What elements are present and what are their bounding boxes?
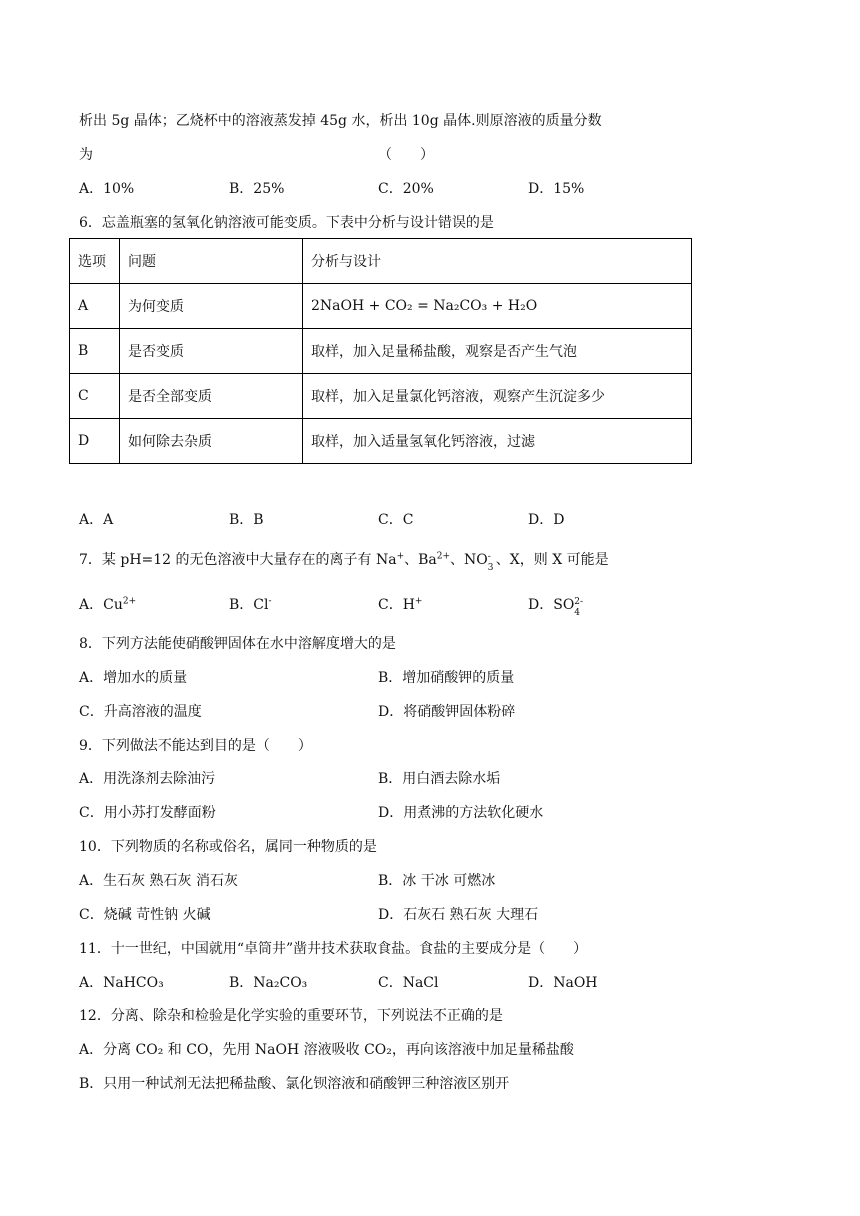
- q7-stem: [79, 551, 609, 573]
- q7-option-a-text: A．Cu: [79, 597, 123, 613]
- q7-option-c[interactable]: [378, 596, 422, 614]
- table-cell-issue: 是否全部变质: [120, 374, 303, 419]
- table-cell-analysis: 取样，加入适量氢氧化钙溶液，过滤: [303, 419, 692, 464]
- q12-stem: 12．分离、除杂和检验是化学实验的重要环节，下列说法不正确的是: [79, 1008, 503, 1024]
- table-header-row: [70, 239, 692, 284]
- table-row: [70, 374, 692, 419]
- q6-stem: 6．忘盖瓶塞的氢氧化钠溶液可能变质。下表中分析与设计错误的是: [79, 215, 494, 231]
- q6-option-b[interactable]: B．B: [229, 512, 264, 528]
- q7-stem-text: 、Ba: [404, 552, 437, 568]
- q6-option-c[interactable]: C．C: [378, 512, 414, 528]
- q7-superscript: 2+: [436, 551, 451, 562]
- q7-option-d[interactable]: [528, 596, 584, 618]
- q10-option-b[interactable]: B．冰 干冰 可燃冰: [378, 873, 496, 889]
- q7-stem-text: 、X，则 X 可能是: [495, 552, 609, 568]
- q7-ion-charge: 2- 4: [574, 597, 584, 618]
- table-cell-option: C: [70, 374, 120, 419]
- q7-option-b-text: B．Cl: [229, 597, 269, 613]
- q7-ion-charge: - 3: [487, 552, 494, 573]
- table-cell-option: D: [70, 419, 120, 464]
- q7-option-d-text: D．SO: [528, 597, 575, 613]
- q5-line2: 为: [79, 147, 93, 163]
- q7-stem-text: 7．某 pH=12 的无色溶液中大量存在的离子有 Na: [79, 552, 397, 568]
- table-header-cell: 选项: [70, 239, 120, 284]
- q11-option-c[interactable]: C．NaCl: [378, 975, 439, 991]
- q10-stem: 10．下列物质的名称或俗名，属同一种物质的是: [79, 839, 377, 855]
- table-cell-issue: 如何除去杂质: [120, 419, 303, 464]
- q8-option-b[interactable]: B．增加硝酸钾的质量: [378, 670, 515, 686]
- q5-line1: 析出 5g 晶体；乙烧杯中的溶液蒸发掉 45g 水，析出 10g 晶体.则原溶液的质量分数: [79, 113, 602, 129]
- q12-option-b[interactable]: B．只用一种试剂无法把稀盐酸、氯化钡溶液和硝酸钾三种溶液区别开: [79, 1076, 510, 1092]
- table-row: [70, 419, 692, 464]
- q7-superscript: 2+: [122, 596, 137, 607]
- table-cell-analysis: 取样，加入足量稀盐酸，观察是否产生气泡: [303, 329, 692, 374]
- q5-option-c[interactable]: C．20%: [378, 181, 434, 197]
- q7-superscript: +: [414, 596, 423, 607]
- q7-option-b[interactable]: [229, 596, 272, 614]
- table-cell-analysis: 2NaOH + CO₂ = Na₂CO₃ + H₂O: [303, 284, 692, 329]
- q9-option-b[interactable]: B．用白酒去除水垢: [378, 771, 501, 787]
- q7-option-a[interactable]: [79, 596, 136, 614]
- q11-stem: 11．十一世纪，中国就用“卓筒井”凿井技术获取食盐。食盐的主要成分是（ ）: [79, 941, 588, 957]
- q6-option-d[interactable]: D．D: [528, 512, 565, 528]
- q7-stem-text: 、NO: [450, 552, 488, 568]
- table-header-cell: 分析与设计: [303, 239, 692, 284]
- q11-option-b[interactable]: B．Na₂CO₃: [229, 975, 308, 991]
- q5-option-d[interactable]: D．15%: [528, 181, 585, 197]
- q5-answer-paren: （ ）: [378, 147, 434, 163]
- q5-option-a[interactable]: A．10%: [79, 181, 135, 197]
- q9-stem: 9．下列做法不能达到目的是（ ）: [79, 738, 312, 754]
- q8-stem: 8．下列方法能使硝酸钾固体在水中溶解度增大的是: [79, 636, 396, 652]
- q7-superscript: -: [268, 596, 272, 607]
- q9-option-c[interactable]: C．用小苏打发酵面粉: [79, 805, 216, 821]
- table-row: [70, 329, 692, 374]
- q10-option-d[interactable]: D．石灰石 熟石灰 大理石: [378, 907, 539, 923]
- table-cell-issue: 是否变质: [120, 329, 303, 374]
- q8-option-d[interactable]: D．将硝酸钾固体粉碎: [378, 704, 516, 720]
- q8-option-a[interactable]: A．增加水的质量: [79, 670, 188, 686]
- q6-table: [69, 238, 692, 464]
- table-cell-analysis: 取样，加入足量氯化钙溶液，观察产生沉淀多少: [303, 374, 692, 419]
- table-row: [70, 284, 692, 329]
- q7-superscript: +: [396, 551, 405, 562]
- q9-option-d[interactable]: D．用煮沸的方法软化硬水: [378, 805, 544, 821]
- table-header-cell: 问题: [120, 239, 303, 284]
- table-cell-option: A: [70, 284, 120, 329]
- q7-option-c-text: C．H: [378, 597, 415, 613]
- q11-option-d[interactable]: D．NaOH: [528, 975, 598, 991]
- q6-option-a[interactable]: A．A: [79, 512, 114, 528]
- q12-option-a[interactable]: A．分离 CO₂ 和 CO，先用 NaOH 溶液吸收 CO₂，再向该溶液中加足量稀盐酸: [79, 1042, 574, 1058]
- table-cell-option: B: [70, 329, 120, 374]
- q5-option-b[interactable]: B．25%: [229, 181, 285, 197]
- q8-option-c[interactable]: C．升高溶液的温度: [79, 704, 202, 720]
- table-cell-issue: 为何变质: [120, 284, 303, 329]
- q10-option-c[interactable]: C．烧碱 苛性钠 火碱: [79, 907, 211, 923]
- q11-option-a[interactable]: A．NaHCO₃: [79, 975, 164, 991]
- q9-option-a[interactable]: A．用洗涤剂去除油污: [79, 771, 216, 787]
- q10-option-a[interactable]: A．生石灰 熟石灰 消石灰: [79, 873, 239, 889]
